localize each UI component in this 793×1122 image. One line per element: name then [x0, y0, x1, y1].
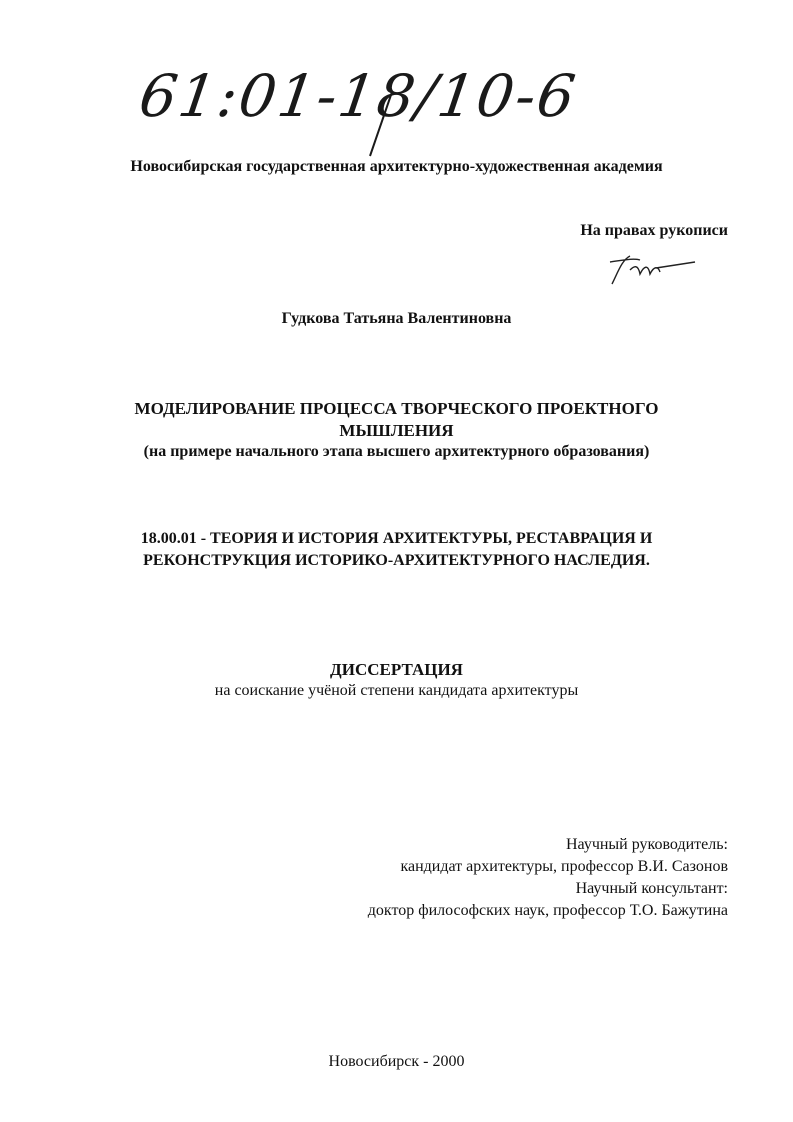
handwritten-stroke — [362, 90, 402, 160]
specialty-line2: РЕКОНСТРУКЦИЯ ИСТОРИКО-АРХИТЕКТУРНОГО НАСЛЕДИЯ. — [143, 552, 650, 569]
city-year: Новосибирск - 2000 — [328, 1053, 465, 1070]
signature-icon — [600, 250, 700, 290]
institution-name: Новосибирская государственная архитектурно-художественная академия — [130, 158, 663, 175]
dissertation-subtitle: (на примере начального этапа высшего архитектурного образования) — [143, 443, 650, 460]
document-type: ДИССЕРТАЦИЯ — [330, 660, 463, 679]
consultant-label: Научный консультант: — [575, 880, 728, 897]
handwritten-archive-number: 61:01-18/10-6 — [135, 62, 582, 130]
manuscript-rights-note: На правах рукописи — [580, 222, 728, 239]
supervisor-label: Научный руководитель: — [565, 836, 728, 853]
specialty-line1: 18.00.01 - ТЕОРИЯ И ИСТОРИЯ АРХИТЕКТУРЫ, РЕСТАВРАЦИЯ И — [140, 530, 653, 547]
consultant-name: доктор философских наук, профессор Т.О. Бажутина — [367, 902, 728, 919]
dissertation-title-line2: МЫШЛЕНИЯ — [339, 421, 454, 440]
supervisor-name: кандидат архитектуры, профессор В.И. Сазонов — [400, 858, 728, 875]
degree-statement: на соискание учёной степени кандидата архитектуры — [214, 682, 579, 699]
author-name: Гудкова Татьяна Валентиновна — [281, 310, 512, 327]
dissertation-title-line1: МОДЕЛИРОВАНИЕ ПРОЦЕССА ТВОРЧЕСКОГО ПРОЕКТНОГО — [134, 399, 659, 418]
